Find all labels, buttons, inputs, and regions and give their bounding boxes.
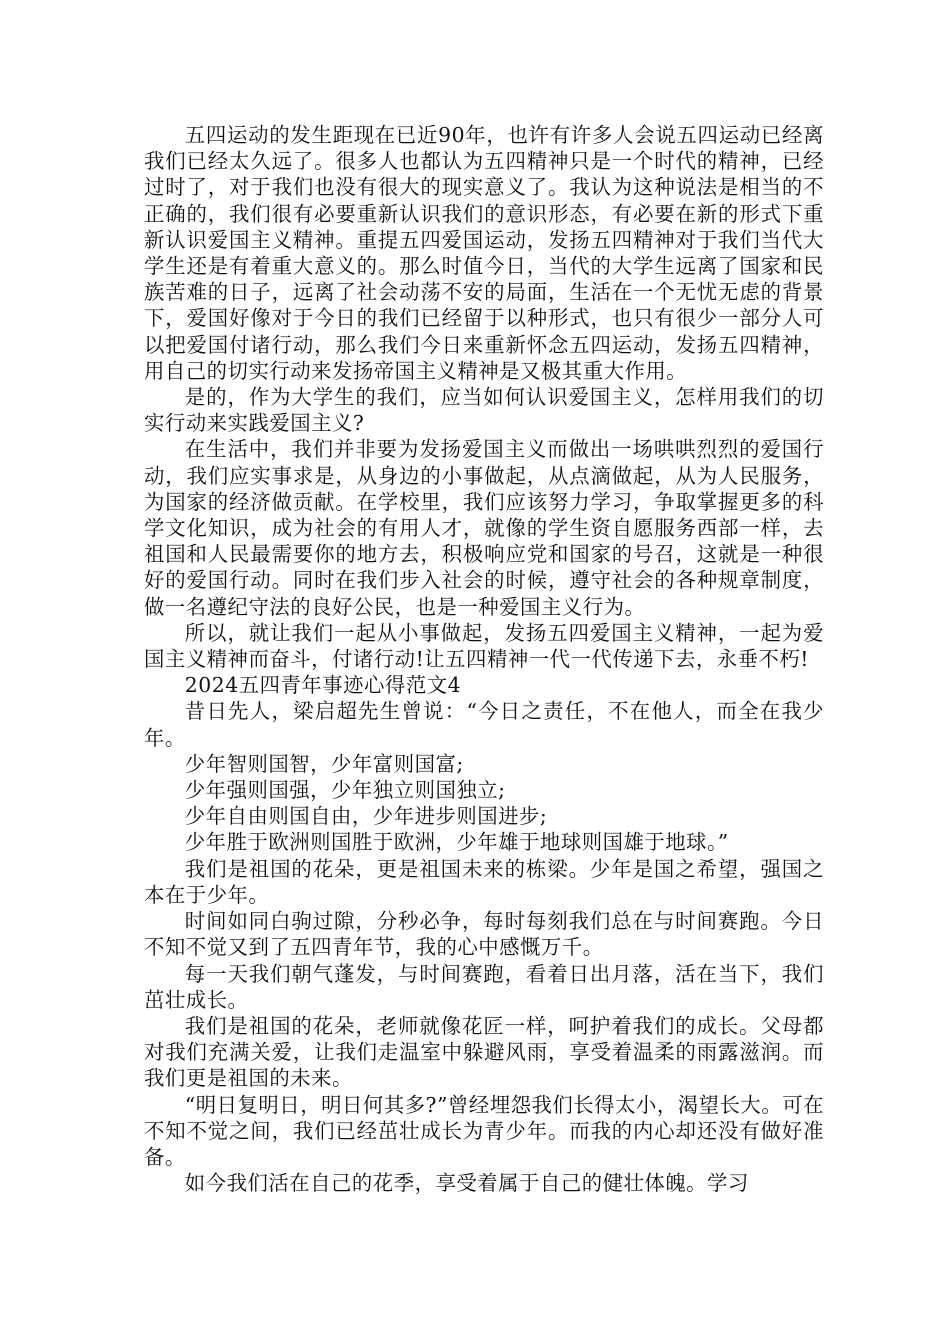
- section-heading: 2024五四青年事迹心得范文4: [184, 673, 462, 698]
- document-body: [144, 122, 824, 1196]
- paragraph: 如今我们活在自己的花季，享受着属于自己的健壮体魄。学习: [184, 1171, 749, 1196]
- paragraph: 在生活中，我们并非要为发扬爱国主义而做出一场哄哄烈烈的爱国行动，我们应实事求是，从身边的小事做起，从点滴做起，从为人民服务，为国家的经济做贡献。在学校里，我们应该努力学习，争取掌握更多的科学文化知识，成为社会的有用人才，就像的学生资自愿服务西部一样，去祖国和人民最需要你的地方去，积极响应党和国家的号召，这就是一种很好的爱国行动。同时在我们步入社会的时候，遵守社会的各种规章制度，做一名遵纪守法的良好公民，也是一种爱国主义行为。: [144, 437, 824, 619]
- paragraph: “明日复明日，明日何其多?”曾经埋怨我们长得太小，渴望长大。可在不知不觉之间，我们已经茁壮成长为青少年。而我的内心却还没有做好准备。: [144, 1092, 824, 1169]
- paragraph: 我们是祖国的花朵，老师就像花匠一样，呵护着我们的成长。父母都对我们充满关爱，让我们走温室中躲避风雨，享受着温柔的雨露滋润。而我们更是祖国的未来。: [144, 1013, 824, 1091]
- paragraph: 我们是祖国的花朵，更是祖国未来的栋梁。少年是国之希望，强国之本在于少年。: [144, 856, 824, 907]
- paragraph: 昔日先人，梁启超先生曾说：“今日之责任，不在他人，而全在我少年。: [144, 699, 824, 750]
- paragraph: 少年胜于欧洲则国胜于欧洲，少年雄于地球则国雄于地球。”: [184, 830, 729, 855]
- paragraph: 是的，作为大学生的我们，应当如何认识爱国主义，怎样用我们的切实行动来实践爱国主义?: [144, 385, 824, 436]
- paragraph: 每一天我们朝气蓬发，与时间赛跑，看着日出月落，活在当下，我们茁壮成长。: [144, 961, 824, 1012]
- paragraph: 少年智则国智，少年富则国富;: [184, 751, 464, 776]
- paragraph: 时间如同白驹过隙，分秒必争，每时每刻我们总在与时间赛跑。今日不知不觉又到了五四青年节，我的心中感慨万千。: [144, 909, 824, 960]
- paragraph: 所以，就让我们一起从小事做起，发扬五四爱国主义精神，一起为爱国主义精神而奋斗，付诸行动!让五四精神一代一代传递下去，永垂不朽!: [144, 620, 824, 672]
- paragraph: 少年强则国强，少年独立则国独立;: [184, 778, 506, 803]
- paragraph: 少年自由则国自由，少年进步则国进步;: [184, 804, 548, 829]
- paragraph: 五四运动的发生距现在已近90年，也许有许多人会说五四运动已经离我们已经太久远了。很多人也都认为五四精神只是一个时代的精神，已经过时了，对于我们也没有很大的现实意义了。我认为这种说法是相当的不正确的，我们很有必要重新认识我们的意识形态，有必要在新的形式下重新认识爱国主义精神。重提五四爱国运动，发扬五四精神对于我们当代大学生还是有着重大意义的。那么时值今日，当代的大学生远离了国家和民族苦难的日子，远离了社会动荡不安的局面，生活在一个无忧无虑的背景下，爱国好像对于今日的我们已经留于以种形式，也只有很少一部分人可以把爱国付诸行动，那么我们今日来重新怀念五四运动，发扬五四精神，用自己的切实行动来发扬帝国主义精神是又极其重大作用。: [144, 123, 824, 383]
